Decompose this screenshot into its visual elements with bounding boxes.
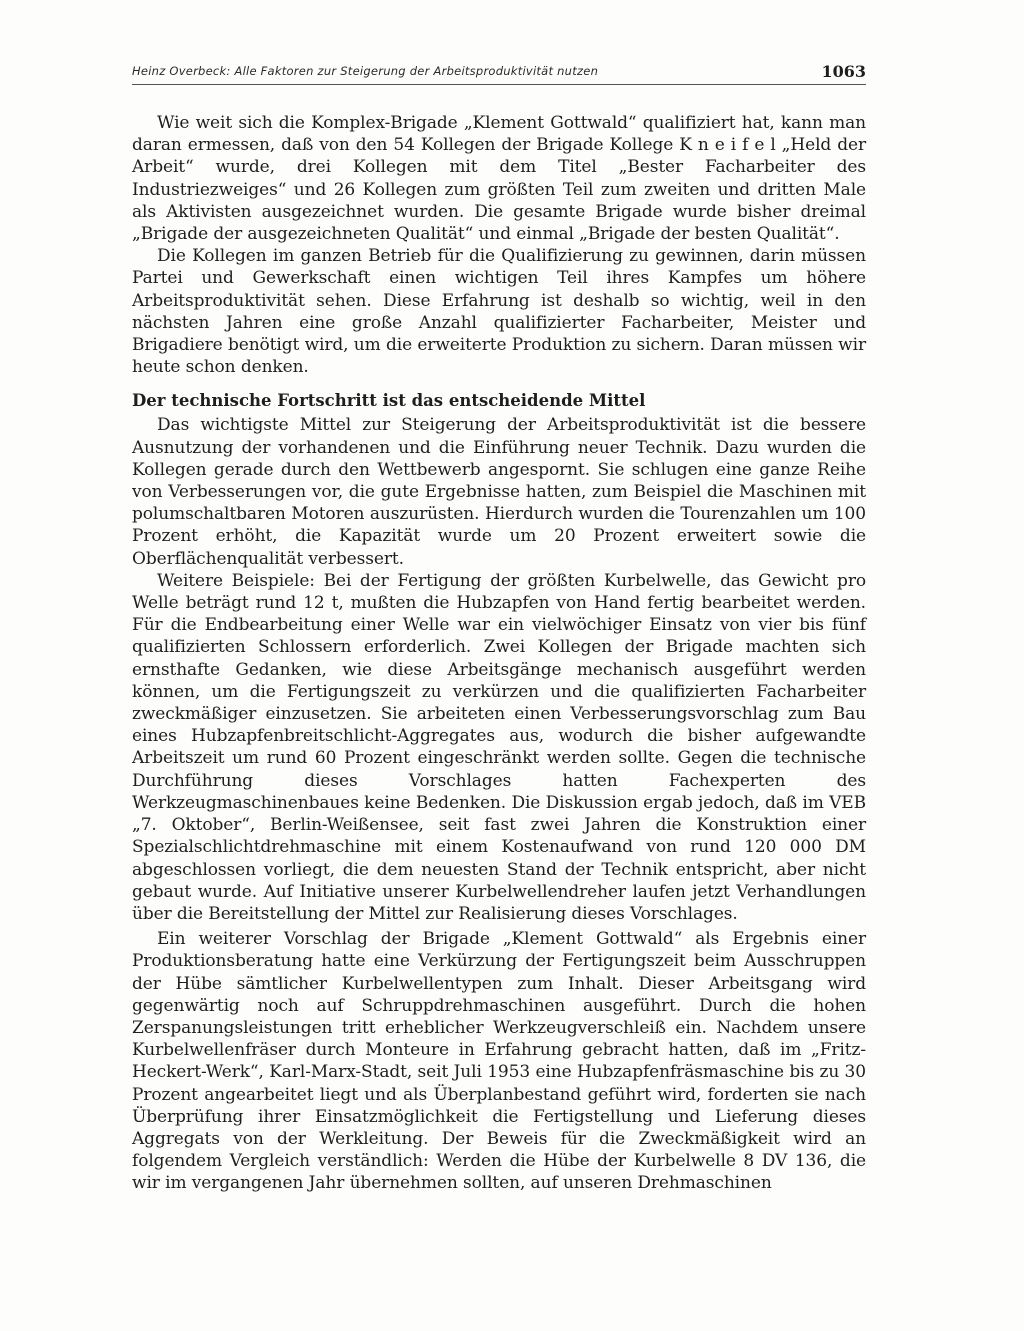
paragraph-5: Ein weiterer Vorschlag der Brigade „Klement Gottwald“ als Ergebnis einer Produktionsberatung hatte eine Verkürzung der Fertigungszeit beim Ausschruppen der Hübe sämtlicher Kurbelwellentypen zum Inhalt. Dieser Arbeitsgang wird gegenwärtig noch auf Schruppdrehmaschinen ausgeführt. Durch die hohen Zerspanungsleistungen tritt erheblicher Werkzeugverschleiß ein. Nachdem unsere Kurbelwellenfräser durch Monteure in Erfahrung gebracht hatten, daß im „Fritz-Heckert-Werk“, Karl-Marx-Stadt, seit Juli 1953 eine Hubzapfenfräsmaschine bis zu 30 Prozent angearbeitet liegt und als Überplanbestand geführt wird, forderten sie nach Überprüfung ihrer Einsatzmöglichkeit die Fertigstellung und Lieferung dieses Aggregats von der Werkleitung. Der Beweis für die Zweckmäßigkeit wird an folgendem Vergleich verständlich: Werden die Hübe der Kurbelwelle 8 DV 136, die wir im vergangenen Jahr übernehmen sollten, auf unseren Drehmaschinen [132, 929, 866, 1194]
running-title: Heinz Overbeck: Alle Faktoren zur Steigerung der Arbeitsproduktivität nutzen [132, 64, 599, 78]
article-body [132, 112, 866, 1195]
paragraph-3: Das wichtigste Mittel zur Steigerung der Arbeitsproduktivität ist die bessere Ausnutzung der vorhandenen und die Einführung neuer Technik. Dazu wurden die Kollegen gerade durch den Wettbewerb angespornt. Sie schlugen eine ganze Reihe von Verbesserungen vor, die gute Ergebnisse hatten, zum Beispiel die Maschinen mit polumschaltbaren Motoren auszurüsten. Hierdurch wurden die Tourenzahlen um 100 Prozent erhöht, die Kapazität wurde um 20 Prozent erweitert sowie die Oberflächenqualität verbessert. [132, 415, 866, 569]
header-rule [132, 84, 866, 85]
paragraph-4: Weitere Beispiele: Bei der Fertigung der größten Kurbelwelle, das Gewicht pro Welle beträgt rund 12 t, mußten die Hubzapfen von Hand fertig bearbeitet werden. Für die Endbearbeitung einer Welle war ein vielwöchiger Einsatz von vier bis fünf qualifizierten Schlossern erforderlich. Zwei Kollegen der Brigade machten sich ernsthafte Gedanken, wie diese Arbeitsgänge mechanisch ausgeführt werden können, um die Fertigungszeit zu verkürzen und die qualifizierten Facharbeiter zweckmäßiger einzusetzen. Sie arbeiteten einen Verbesserungsvorschlag zum Bau eines Hubzapfenbreitschlicht-Aggregates aus, wodurch die bisher aufgewandte Arbeitszeit um rund 60 Prozent eingeschränkt werden sollte. Gegen die technische Durchführung dieses Vorschlages hatten Fachexperten des Werkzeugmaschinenbaues keine Bedenken. Die Diskussion ergab jedoch, daß im VEB „7. Oktober“, Berlin-Weißensee, seit fast zwei Jahren die Konstruktion einer Spezialschlichtdrehmaschine mit einem Kostenaufwand von rund 120 000 DM abgeschlossen vorliegt, die dem neuesten Stand der Technik entspricht, aber nicht gebaut wurde. Auf Initiative unserer Kurbelwellendreher laufen jetzt Verhandlungen über die Bereitstellung der Mittel zur Realisierung dieses Vorschlages. [132, 570, 866, 924]
paragraph-1: Wie weit sich die Komplex-Brigade „Klement Gottwald“ qualifiziert hat, kann man daran ermessen, daß von den 54 Kollegen der Brigade Kollege K n e i f e l „Held der Arbeit“ wurde, drei Kollegen mit dem Titel „Bester Facharbeiter des Industriezweiges“ und 26 Kollegen zum größten Teil zum zweiten und dritten Male als Aktivisten ausgezeichnet wurden. Die gesamte Brigade wurde bisher dreimal „Brigade der ausgezeichneten Qualität“ und einmal „Brigade der besten Qualität“. [132, 113, 866, 245]
page-number: 1063 [821, 62, 866, 81]
paragraph-2: Die Kollegen im ganzen Betrieb für die Qualifizierung zu gewinnen, darin müssen Partei und Gewerkschaft einen wichtigen Teil ihres Kampfes um höhere Arbeitsproduktivität sehen. Diese Erfahrung ist deshalb so wichtig, weil in den nächsten Jahren eine große Anzahl qualifizierter Facharbeiter, Meister und Brigadiere benötigt wird, um die erweiterte Produktion zu sichern. Daran müssen wir heute schon denken. [132, 246, 866, 378]
running-header [132, 62, 866, 82]
section-heading: Der technische Fortschritt ist das entscheidende Mittel [132, 391, 646, 411]
